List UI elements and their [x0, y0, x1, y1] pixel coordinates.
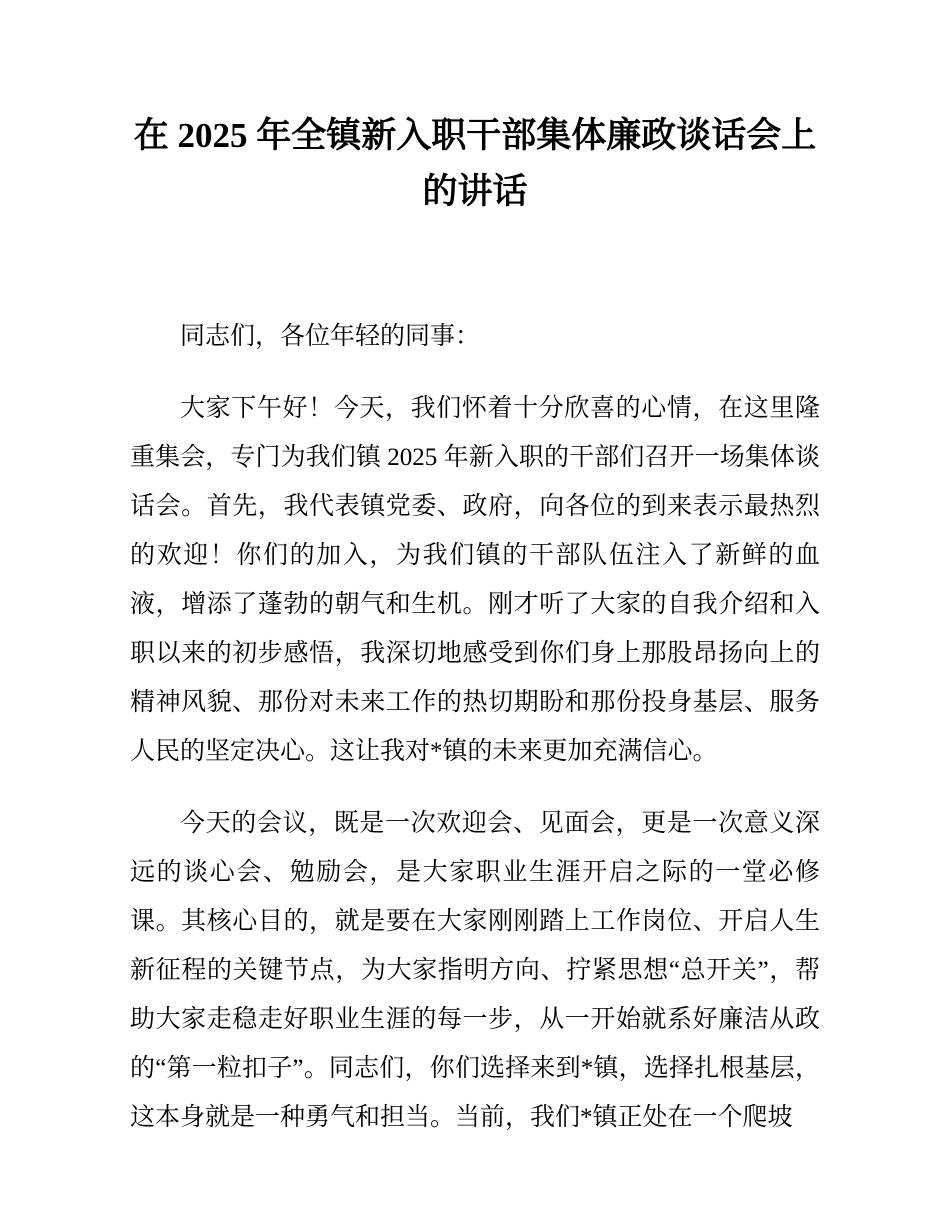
paragraph-meeting-purpose: 今天的会议，既是一次欢迎会、见面会，更是一次意义深远的谈心会、勉励会，是大家职业生涯开启之际的一堂必修课。其核心目的，就是要在大家刚刚踏上工作岗位、开启人生新征程的关键节点，为大家指明方向、拧紧思想“总开关”，帮助大家走稳走好职业生涯的每一步，从一开始就系好廉洁从政的“第一粒扣子”。同志们，你们选择来到*镇，选择扎根基层，这本身就是一种勇气和担当。当前，我们*镇正处在一个爬坡 — [130, 810, 820, 1131]
document-body — [130, 312, 820, 1142]
paragraph-salutation: 同志们，各位年轻的同事： — [180, 323, 481, 350]
paragraph-welcome: 大家下午好！今天，我们怀着十分欣喜的心情，在这里隆重集会，专门为我们镇 2025 年新入职的干部们召开一场集体谈话会。首先，我代表镇党委、政府，向各位的到来表示最热烈的欢迎！你们的加入，为我们镇的干部队伍注入了新鲜的血液，增添了蓬勃的朝气和生机。刚才听了大家的自我介绍和入职以来的初步感悟，我深切地感受到你们身上那股昂扬向上的精神风貌、那份对未来工作的热切期盼和那份投身基层、服务人民的坚定决心。这让我对*镇的未来更加充满信心。 — [130, 395, 820, 765]
document-title: 在 2025 年全镇新入职干部集体廉政谈话会上的讲话 — [133, 116, 817, 211]
